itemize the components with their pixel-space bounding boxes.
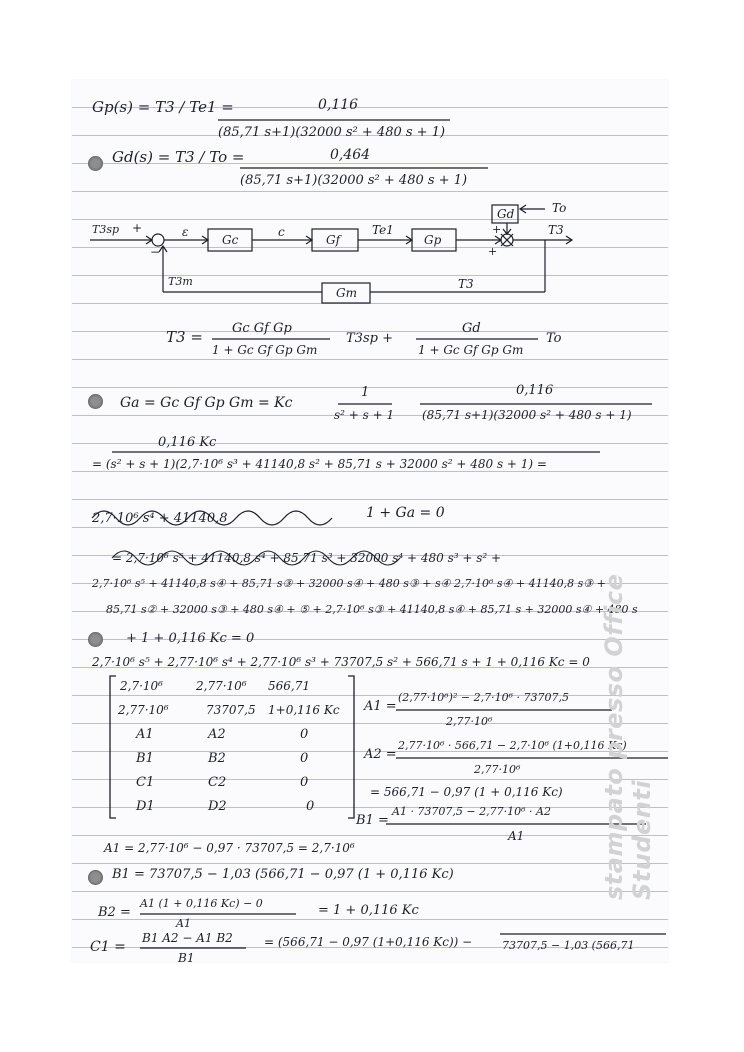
label-gc-block: Gc (222, 233, 239, 247)
struck-out-term: 2,7·10⁶ s⁴ + 41140,8 (92, 511, 228, 526)
gp-denominator: (85,71 s+1)(32000 s² + 480 s + 1) (218, 125, 446, 140)
routh-cell: 2,77·10⁶ (118, 703, 169, 717)
routh-cell: A2 (208, 727, 226, 742)
label-te1: Te1 (372, 223, 394, 237)
ga-frac1-denominator: s² + s + 1 (334, 408, 395, 422)
gp-equation-lhs: Gp(s) = T3 / Te1 = (92, 98, 234, 116)
watermark: stampato presso Office Studenti (600, 573, 656, 900)
a1-value: A1 = 2,77·10⁶ − 0,97 · 73707,5 = 2,7·10⁶ (104, 841, 355, 855)
label-minus: − (150, 245, 161, 259)
gd-equation-lhs: Gd(s) = T3 / To = (112, 148, 245, 166)
a2-numerator: 2,77·10⁶ · 566,71 − 2,7·10⁶ (1+0,116 Kc) (398, 739, 627, 752)
label-gf-block: Gf (326, 233, 341, 247)
routh-cell: 2,7·10⁶ (120, 679, 163, 693)
routh-cell: 73707,5 (206, 703, 256, 717)
c1-lhs: C1 = (90, 939, 126, 955)
t3-frac1-numerator: Gc Gf Gp (232, 321, 292, 336)
routh-cell: D1 (136, 799, 155, 814)
label-t3sp: T3sp (92, 223, 120, 236)
ga-frac1-numerator: 1 (361, 385, 370, 400)
routh-cell: 0 (300, 727, 309, 742)
gp-numerator: 0,116 (318, 97, 359, 113)
label-gp-block: Gp (424, 233, 442, 247)
c1-result: = (566,71 − 0,97 (1+0,116 Kc)) − (264, 935, 473, 949)
a2-result: = 566,71 − 0,97 (1 + 0,116 Kc) (370, 785, 563, 799)
b1-numerator: A1 · 73707,5 − 2,77·10⁶ · A2 (392, 805, 551, 818)
t3-frac2-denominator: 1 + Gc Gf Gp Gm (418, 343, 524, 357)
a1-denominator: 2,77·10⁶ (446, 715, 493, 728)
t3-term2: To (546, 331, 562, 346)
c1-tail: 73707,5 − 1,03 (566,71 (502, 939, 635, 952)
routh-cell: A1 (136, 727, 154, 742)
label-plus-3: + (488, 245, 498, 258)
expansion-line-4: + 1 + 0,116 Kc = 0 (126, 631, 255, 646)
c1-numerator: B1 A2 − A1 B2 (142, 931, 233, 945)
b1-value: B1 = 73707,5 − 1,03 (566,71 − 0,97 (1 + 0,116 Kc) (112, 867, 454, 882)
routh-cell: D2 (208, 799, 227, 814)
t3-frac1-denominator: 1 + Gc Gf Gp Gm (212, 343, 318, 357)
label-plus-1: + (132, 221, 143, 235)
routh-cell: C2 (208, 775, 227, 790)
characteristic-equation: 1 + Ga = 0 (366, 505, 445, 521)
label-gm-block: Gm (336, 286, 357, 300)
a1-lhs: A1 = (364, 699, 397, 714)
b1-denominator: A1 (508, 829, 525, 843)
t3-term1: T3sp + (346, 331, 393, 346)
b1-lhs: B1 = (356, 813, 389, 828)
routh-cell: 1+0,116 Kc (268, 703, 340, 717)
routh-cell: 0 (300, 751, 309, 766)
ga2-denominator: = (s² + s + 1)(2,7·10⁶ s³ + 41140,8 s² + 85,71 s + 32000 s² + 480 s + 1) = (92, 457, 547, 471)
a2-denominator: 2,77·10⁶ (474, 763, 521, 776)
label-epsilon: ε (182, 225, 189, 239)
c1-denominator: B1 (178, 951, 195, 965)
ga-frac2-denominator: (85,71 s+1)(32000 s² + 480 s + 1) (422, 408, 632, 422)
expansion-line-1: = 2,7·10⁶ s⁵ + 41140,8 s⁴ + 85,71 s³ + 32000 s⁴ + 480 s³ + s² + (112, 551, 502, 565)
a1-numerator: (2,77·10⁶)² − 2,7·10⁶ · 73707,5 (398, 691, 569, 704)
label-plus-2: + (492, 223, 502, 236)
b2-numerator: A1 (1 + 0,116 Kc) − 0 (140, 897, 263, 910)
routh-cell: 0 (300, 775, 309, 790)
t3-frac2-numerator: Gd (462, 321, 481, 336)
gd-denominator: (85,71 s+1)(32000 s² + 480 s + 1) (240, 173, 468, 188)
b2-result: = 1 + 0,116 Kc (318, 903, 419, 918)
b2-denominator: A1 (176, 917, 191, 930)
b2-lhs: B2 = (98, 905, 131, 920)
label-t3-feedback: T3 (458, 277, 474, 291)
ga-frac2-numerator: 0,116 (516, 383, 554, 398)
ga2-numerator: 0,116 Kc (158, 435, 217, 450)
routh-cell: B2 (208, 751, 226, 766)
gd-numerator: 0,464 (330, 147, 371, 163)
ga-equation-lhs: Ga = Gc Gf Gp Gm = Kc (120, 395, 293, 411)
routh-cell: 566,71 (268, 679, 310, 693)
t3-equation-lhs: T3 = (166, 328, 203, 346)
routh-cell: B1 (136, 751, 154, 766)
routh-cell: C1 (136, 775, 155, 790)
label-to: To (552, 201, 567, 215)
a2-lhs: A2 = (364, 747, 397, 762)
label-t3m: T3m (168, 275, 193, 288)
routh-cell: 0 (306, 799, 315, 814)
routh-cell: 2,77·10⁶ (196, 679, 247, 693)
label-c: c (278, 225, 285, 239)
label-t3-output: T3 (548, 223, 564, 237)
label-gd-block: Gd (497, 207, 515, 221)
expansion-line-2: 2,7·10⁶ s⁵ + 41140,8 s④ + 85,71 s③ + 32000 s④ + 480 s③ + s④ 2,7·10⁶ s④ + 41140,8 s③ + (92, 577, 606, 590)
characteristic-polynomial: 2,7·10⁶ s⁵ + 2,77·10⁶ s⁴ + 2,77·10⁶ s³ + 73707,5 s² + 566,71 s + 1 + 0,116 Kc = 0 (92, 655, 590, 669)
expansion-line-3: 85,71 s② + 32000 s③ + 480 s④ + ⑤ + 2,7·10⁶ s③ + 41140,8 s④ + 85,71 s + 32000 s④ + 480 s (106, 603, 638, 616)
